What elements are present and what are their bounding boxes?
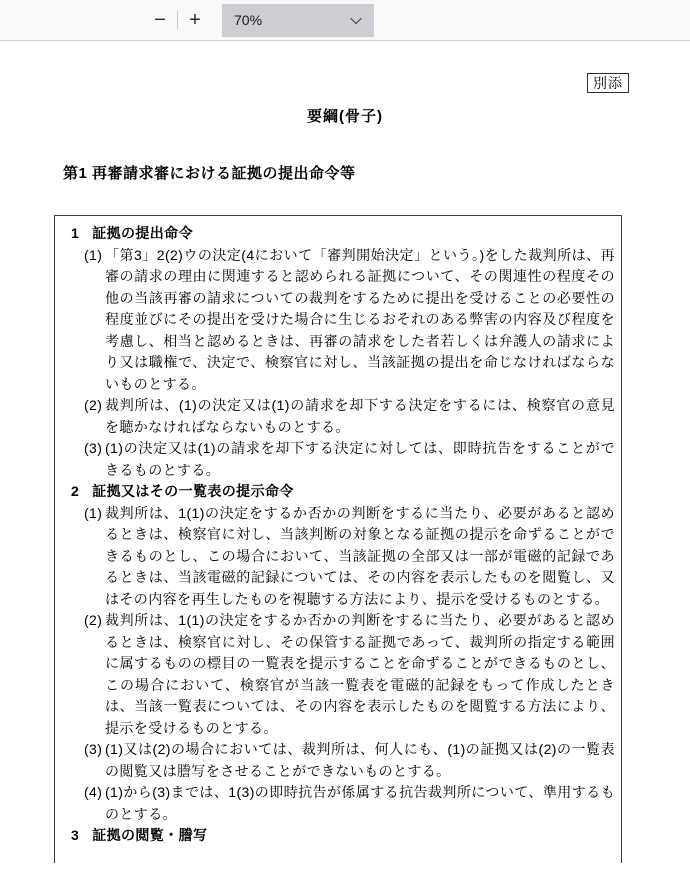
item-marker: (2) xyxy=(84,612,103,628)
pdf-page xyxy=(0,41,690,878)
zoom-level-value: 70% xyxy=(234,12,263,28)
section-heading xyxy=(71,481,615,503)
item-text: 「第3」2(2)ウの決定(4において「審判開始決定」という。)をした裁判所は、再審の請求の理由に関連すると認められる証拠について、その関連性の程度その他の当該再審の請求についての裁判をするために提出を受けることの必要性の程度並びにその提出を受けた場合に生じるおそれのある弊害の内容及び程度を考慮し、相当と認めるときは、再審の請求をした者若しくは弁護人の請求により又は職権で、決定で、検察官に対し、当該証拠の提出を命じなければならないものとする。 xyxy=(105,246,615,392)
section-number: 1 xyxy=(71,225,80,241)
section-heading xyxy=(71,223,615,245)
item-text: 裁判所は、1(1)の決定をするか否かの判断をするに当たり、必要があると認めるときは、検察官に対し、その保管する証拠であって、裁判所の指定する範囲に属するものの標目の一覧表を提示することを命ずることができるものとし、この場合において、検察官が当該一覧表を電磁的記録をもって作成したときは、当該一覧表については、その内容を表示したものを閲覧する方法により、提示を受けるものとする。 xyxy=(105,612,615,736)
section-heading xyxy=(71,825,615,847)
provision-item xyxy=(71,610,615,739)
provision-item xyxy=(71,739,615,782)
section-title: 証拠の提出命令 xyxy=(92,225,193,241)
section-number: 2 xyxy=(71,483,80,499)
section-number: 3 xyxy=(71,827,80,843)
item-marker: (1) xyxy=(84,504,103,521)
zoom-level-dropdown[interactable] xyxy=(222,4,374,37)
item-text: (1)から(3)までは、1(3)の即時抗告が係属する抗告裁判所について、準用するものとする。 xyxy=(105,784,615,822)
provision-item xyxy=(71,782,615,825)
item-text: 裁判所は、1(1)の決定をするか否かの判断をするに当たり、必要があると認めるときは、検察官に対し、当該判断の対象となる証拠の提示を命ずることができるものとし、この場合において、当該証拠の全部又は一部が電磁的記録であるときは、当該電磁的記録については、その内容を表示したものを閲覧し、又はその内容を再生したものを視聴する方法により、提示を受けるものとする。 xyxy=(105,504,615,607)
section-title: 証拠又はその一覧表の提示命令 xyxy=(92,483,294,499)
document-title: 要綱(骨子) xyxy=(307,108,383,125)
item-marker: (3) xyxy=(84,440,103,456)
provision-item xyxy=(71,438,615,481)
provision-item xyxy=(71,395,615,438)
item-text: (1)又は(2)の場合においては、裁判所は、何人にも、(1)の証拠又は(2)の一覧表の閲覧又は謄写をさせることができないものとする。 xyxy=(105,741,615,779)
item-marker: (1) xyxy=(84,246,103,263)
item-marker: (4) xyxy=(84,784,103,800)
document-heading: 第1 再審請求審における証拠の提出命令等 xyxy=(63,165,356,182)
item-text: 裁判所は、(1)の決定又は(1)の請求を却下する決定をするには、検察官の意見を聴かなければならないものとする。 xyxy=(105,397,615,435)
provision-item xyxy=(71,503,615,611)
item-marker: (3) xyxy=(84,741,103,757)
section-title: 証拠の閲覧・謄写 xyxy=(92,827,208,843)
zoom-controls xyxy=(143,0,374,40)
zoom-in-button[interactable]: + xyxy=(178,3,212,37)
item-text: (1)の決定又は(1)の請求を却下する決定に対しては、即時抗告をすることができるものとする。 xyxy=(105,440,615,478)
zoom-out-button[interactable]: − xyxy=(143,3,177,37)
provision-item xyxy=(71,245,615,396)
provisions-box xyxy=(54,215,622,863)
pdf-toolbar xyxy=(0,0,690,41)
attachment-tag: 別添 xyxy=(587,73,629,93)
item-marker: (2) xyxy=(84,397,103,413)
chevron-down-icon xyxy=(350,13,361,24)
